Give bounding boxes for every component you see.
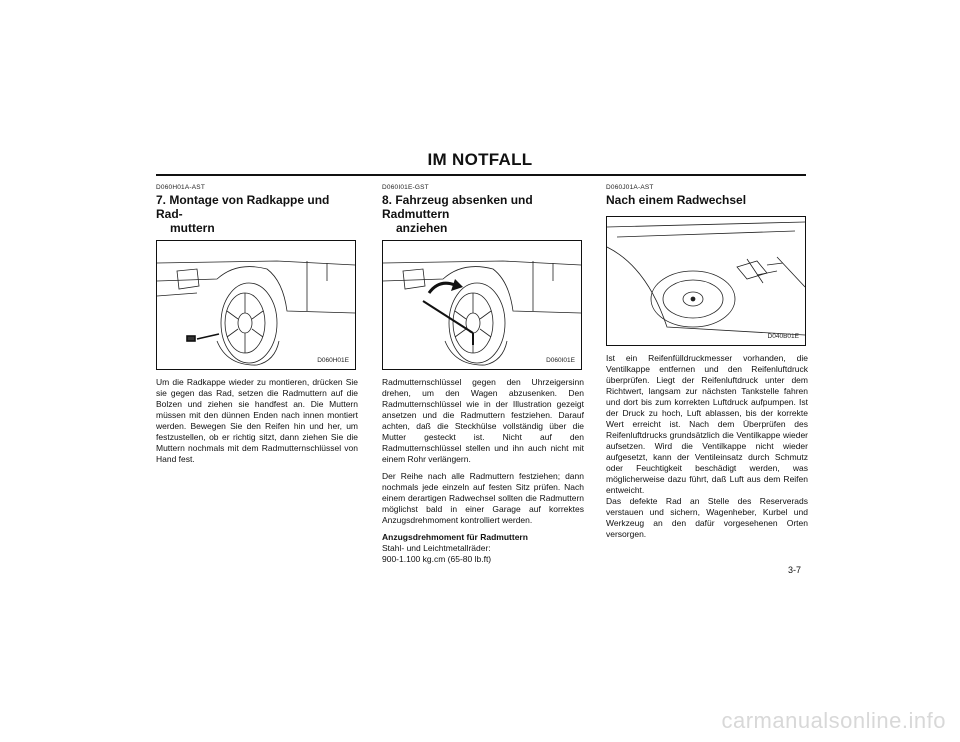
figure-label: D040B01E — [767, 333, 799, 340]
paragraph: Der Reihe nach alle Radmuttern festziehen; dann nochmals jede einzeln auf festen Sitz prüfen. Nach einem derartigen Radwechsel sollten die Radmuttern möglichst bald in einer Garage auf korrektes Anzugsdrehmoment kontrolliert werden. — [382, 471, 584, 525]
section-lower-vehicle — [382, 184, 584, 565]
section-after-wheel-change — [606, 184, 808, 546]
torque-heading: Anzugsdrehmoment für Radmuttern — [382, 532, 528, 542]
paragraph: Das defekte Rad an Stelle des Reserverads verstauen und sichern, Wagenheber, Kurbel und Werkzeug an den dafür vorgesehenen Orten versorgen. — [606, 496, 808, 539]
section-title — [156, 193, 358, 235]
page-number: 3-7 — [788, 565, 802, 575]
torque-line1: Stahl- und Leichtmetallräder: — [382, 543, 491, 553]
section-code: D060H01A-AST — [156, 184, 206, 191]
torque-line2: 900-1.100 kg.cm (65-80 lb.ft) — [382, 554, 492, 564]
figure-label: D060I01E — [546, 357, 575, 364]
lug-wrench-illustration — [383, 241, 581, 369]
page-header-title: IM NOTFALL — [427, 150, 533, 169]
section-body — [606, 353, 808, 540]
section-title-line1: 7. Montage von Radkappe und Rad- — [156, 193, 330, 221]
torque-spec — [382, 532, 584, 565]
wheel-illustration — [157, 241, 355, 369]
section-title-line1: 8. Fahrzeug absenken und Radmuttern — [382, 193, 533, 221]
header-divider — [156, 174, 806, 176]
section-code: D060J01A-AST — [606, 184, 654, 191]
watermark-text: carmanualsonline.info — [721, 708, 946, 733]
section-title-line1: Nach einem Radwechsel — [606, 193, 747, 207]
section-hubcap-mounting — [156, 184, 358, 471]
figure-label: D060H01E — [317, 357, 349, 364]
figure-spare-well — [606, 216, 806, 346]
section-code: D060I01E-GST — [382, 184, 429, 191]
paragraph: Ist ein Reifenfülldruckmesser vorhanden, die Ventilkappe entfernen und den Reifenluftdruck überprüfen. Liegt der Reifenluftdruck unter dem Richtwert, langsam zur nächsten Tankstelle fahren und dort bis zum korrekten Luftdruck aufpumpen. Ist der Druck zu hoch, Luft ablassen, bis der korrekte Wert erreicht ist. Nach dem Überprüfen des Reifenluftdrucks grundsätzlich die Ventilkappe wieder aufsetzen. Wird die Ventilkappe nicht wieder aufgesetzt, kann der Ventileinsatz durch Schmutz oder Feuchtigkeit beschädigt werden, was möglicherweise dazu führt, daß Luft aus dem Reifen entweicht. — [606, 353, 808, 495]
paragraph: Um die Radkappe wieder zu montieren, drücken Sie sie gegen das Rad, setzen die Radmuttern auf die Bolzen und ziehen sie handfest an. Die Muttern müssen mit den dünnen Enden nach innen montiert werden. Bewegen Sie den Reifen hin und her, um festzustellen, ob er richtig sitzt, dann ziehen Sie die Muttern nochmals mit dem Radmutternschlüssel von Hand fest. — [156, 377, 358, 464]
section-body — [382, 377, 584, 565]
section-title — [382, 193, 584, 235]
paragraph: Radmutternschlüssel gegen den Uhrzeigersinn drehen, um den Wagen abzusenken. Den Radmutternschlüssel wie in der Illustration gezeigt ansetzen und die Radmuttern festziehen. Darauf achten, daß die Steckhülse vollständig über die Mutter gesteckt ist. Nicht auf den Radmutternschlüssel stellen und ihn auch nicht mit einem Rohr verlängern. — [382, 377, 584, 464]
section-body — [156, 377, 358, 465]
figure-hubcap-wheel — [156, 240, 356, 370]
figure-lug-wrench — [382, 240, 582, 370]
section-title-line2: muttern — [170, 221, 215, 235]
section-title — [606, 193, 808, 207]
section-title-line2: anziehen — [396, 221, 448, 235]
spare-tire-illustration — [607, 217, 805, 345]
